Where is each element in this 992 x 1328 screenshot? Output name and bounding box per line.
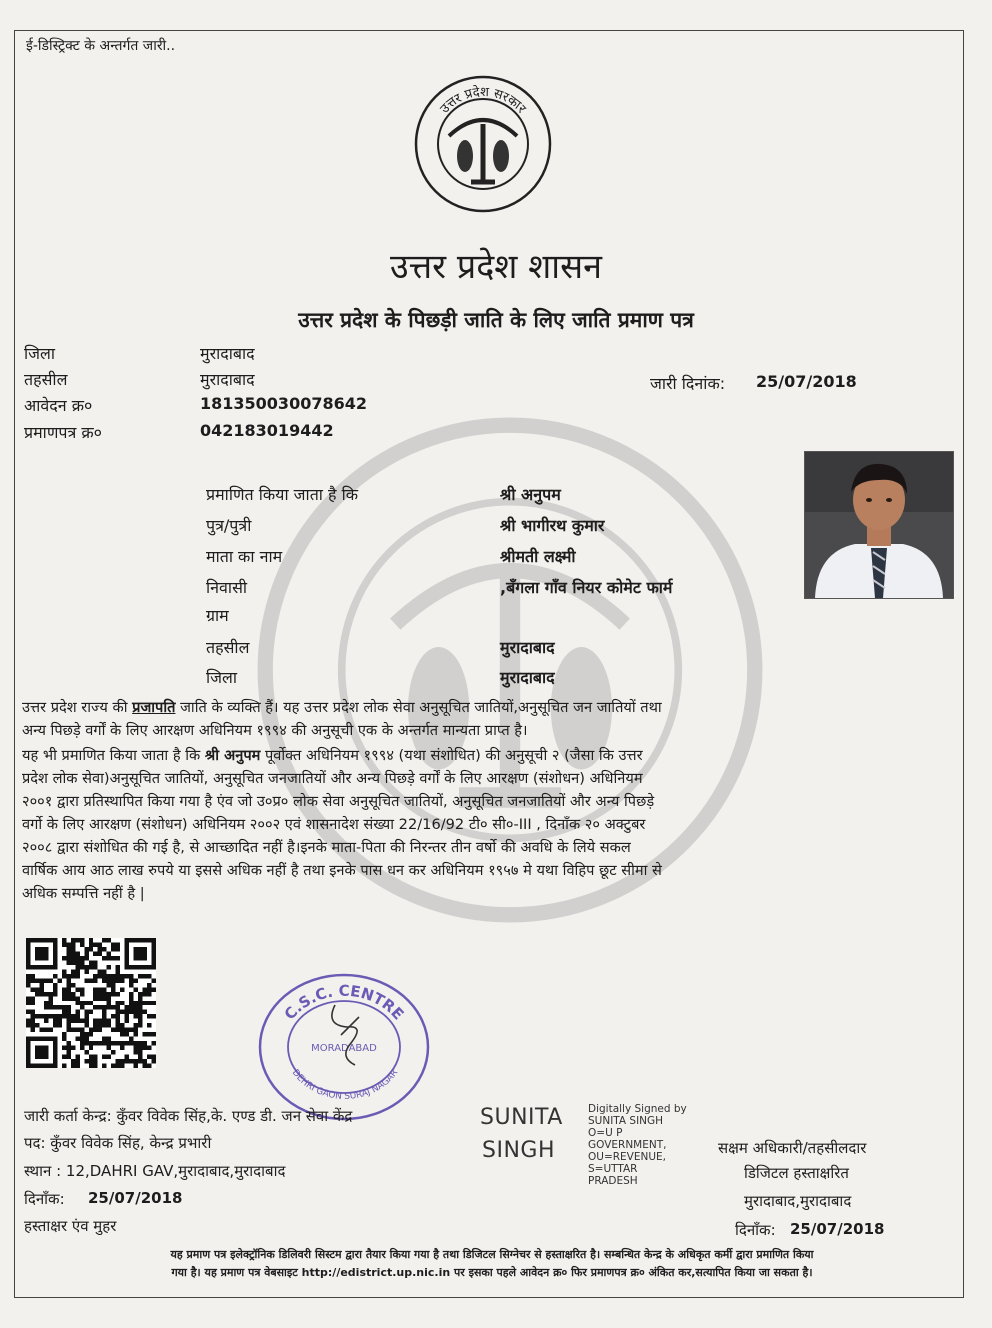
- mother-value: श्रीमती लक्ष्मी: [500, 547, 576, 566]
- resident-value: ,बँगला गाँव नियर कोमेट फार्म: [500, 578, 673, 597]
- certificate-value: 042183019442: [200, 421, 334, 440]
- tehsil-value: मुरादाबाद: [200, 370, 255, 389]
- parent-value: श्री भागीरथ कुमार: [500, 516, 605, 535]
- footer-note: यह प्रमाण पत्र इलेक्ट्रॉनिक डिलिवरी सिस्टम द्वारा तैयार किया गया है तथा डिजिटल सिग्नेचर से हस्ताक्षरित है। सम्बन्धित केन्द्र के अधिकृत कर्मी द्वारा प्रमाणित किया गया है। यह प्रमाण पत्र वेबसाइट http://edistrict.up.nic.in पर इसका पहले आवेदन क्र० फिर प्रमाणपत्र क्र० अंकित कर,सत्यापित किया जा सकता है।: [170, 1248, 814, 1279]
- certificate-label: प्रमाणपत्र क्र०: [24, 423, 102, 442]
- issuer-center-line: जारी कर्ता केन्द्र: कुँवर विवेक सिंह,के. एण्ड डी. जन सेवा केंद्र: [24, 1107, 353, 1125]
- authority-title: सक्षम अधिकारी/तहसीलदार: [718, 1139, 867, 1157]
- application-label: आवेदन क्र०: [24, 396, 93, 415]
- digital-sig-name-2: SINGH: [482, 1138, 556, 1163]
- resident-label: निवासी: [206, 578, 248, 597]
- issuer-date-value: 25/07/2018: [88, 1189, 183, 1207]
- person-tehsil-label: तहसील: [206, 638, 250, 657]
- stamp-bottom-text: DEHRI GAON SURAJ NAGAR: [289, 1067, 401, 1102]
- top-note: ई-डिस्ट्रिक्ट के अन्तर्गत जारी..: [26, 38, 176, 54]
- digital-sig-details: Digitally Signed by SUNITA SINGH O=U P GOVERNMENT, OU=REVENUE, S=UTTAR PRADESH: [588, 1103, 687, 1187]
- svg-text:C.S.C. CENTRE: [281, 982, 408, 1024]
- document-subtitle: उत्तर प्रदेश के पिछड़ी जाति के लिए जाति प्रमाण पत्र: [298, 308, 694, 332]
- authority-date-value: 25/07/2018: [790, 1220, 885, 1238]
- application-value: 181350030078642: [200, 394, 367, 413]
- paragraph-person-name: श्री अनुपम: [204, 747, 261, 764]
- stamp-center-text: MORADABAD: [311, 1043, 377, 1054]
- issuer-date-label: दिनाँक:: [24, 1190, 65, 1208]
- authority-place: मुरादाबाद,मुरादाबाद: [744, 1192, 852, 1210]
- certified-value: श्री अनुपम: [500, 485, 561, 504]
- issue-date-label: जारी दिनांक:: [650, 374, 726, 393]
- district-value: मुरादाबाद: [200, 344, 255, 363]
- issuer-post-line: पद: कुँवर विवेक सिंह, केन्द्र प्रभारी: [24, 1134, 212, 1152]
- emblem-text: उत्तर प्रदेश सरकार: [437, 84, 529, 117]
- tehsil-label: तहसील: [24, 370, 68, 389]
- caste-name: प्रजापति: [132, 699, 176, 716]
- issuer-sign-line: हस्ताक्षर एंव मुहर: [24, 1217, 117, 1235]
- district-label: जिला: [24, 344, 56, 363]
- authority-signed: डिजिटल हस्ताक्षरित: [744, 1164, 849, 1182]
- mother-label: माता का नाम: [206, 547, 283, 566]
- authority-date-label: दिनाँक:: [735, 1221, 776, 1239]
- issue-date-value: 25/07/2018: [756, 372, 857, 391]
- paragraph-certification: यह भी प्रमाणित किया जाता है कि श्री अनुपम पूर्वोक्त अधिनियम १९९४ (यथा संशोधित) की अनुसूची २ (जैसा कि उत्तर प्रदेश लोक सेवा)अनुसूचित जातियों, अनुसूचित जनजातियों और अन्य पिछड़े वर्गों के लिए आरक्षण (संशोधन) अधिनियम २००१ द्वारा प्रतिस्थापित किया गया है एंव जो उ०प्र० लोक सेवा अनुसूचित जातियों, अनुसूचित जनजातियों और अन्य पिछड़े वर्गो के लिए आरक्षण (संशोधन) अधिनियम २००२ एवं शासनादेश संख्या 22/16/92 टी० सी०-III , दिनाँक २० अक्टुबर २००८ द्वारा संशोधित की गई है, से आच्छादित नहीं है।इनके माता-पिता की निरन्तर तीन वर्षो की अवधि के लिये सकल वार्षिक आय आठ लाख रुपये या इससे अधिक नहीं है तथा इनके पास धन कर अधिनियम १९५७ मे यथा विहिप छूट सीमा से अधिक सम्पत्ति नहीं है |: [22, 747, 662, 902]
- up-emblem-icon: [413, 74, 553, 214]
- person-district-label: जिला: [206, 668, 238, 687]
- person-district-value: मुरादाबाद: [500, 668, 555, 687]
- paragraph-caste: उत्तर प्रदेश राज्य की प्रजापति जाति के व्यक्ति हैं। यह उत्तर प्रदेश लोक सेवा अनुसूचित जातियों,अनुसूचित जन जातियों तथा अन्य पिछड़े वर्गों के लिए आरक्षण अधिनियम १९९४ की अनुसूची एक के अन्तर्गत मान्यता प्राप्त है।: [22, 699, 662, 739]
- document-title: उत्तर प्रदेश शासन: [390, 247, 602, 287]
- svg-text:DEHRI GAON SURAJ NAGAR: [290, 1068, 401, 1102]
- village-label: ग्राम: [206, 606, 229, 625]
- digital-sig-name-1: SUNITA: [480, 1105, 563, 1130]
- stamp-ring-text: C.S.C. CENTRE: [280, 981, 408, 1024]
- qr-code-icon: [26, 938, 156, 1068]
- certified-label: प्रमाणित किया जाता है कि: [206, 485, 359, 504]
- parent-label: पुत्र/पुत्री: [206, 516, 252, 535]
- person-tehsil-value: मुरादाबाद: [500, 638, 555, 657]
- issuer-place-line: स्थान : 12,DAHRI GAV,मुरादाबाद,मुरादाबाद: [24, 1162, 286, 1180]
- applicant-photo: [804, 451, 954, 599]
- svg-text:उत्तर प्रदेश सरकार: [437, 84, 529, 117]
- csc-stamp-icon: [255, 965, 433, 1121]
